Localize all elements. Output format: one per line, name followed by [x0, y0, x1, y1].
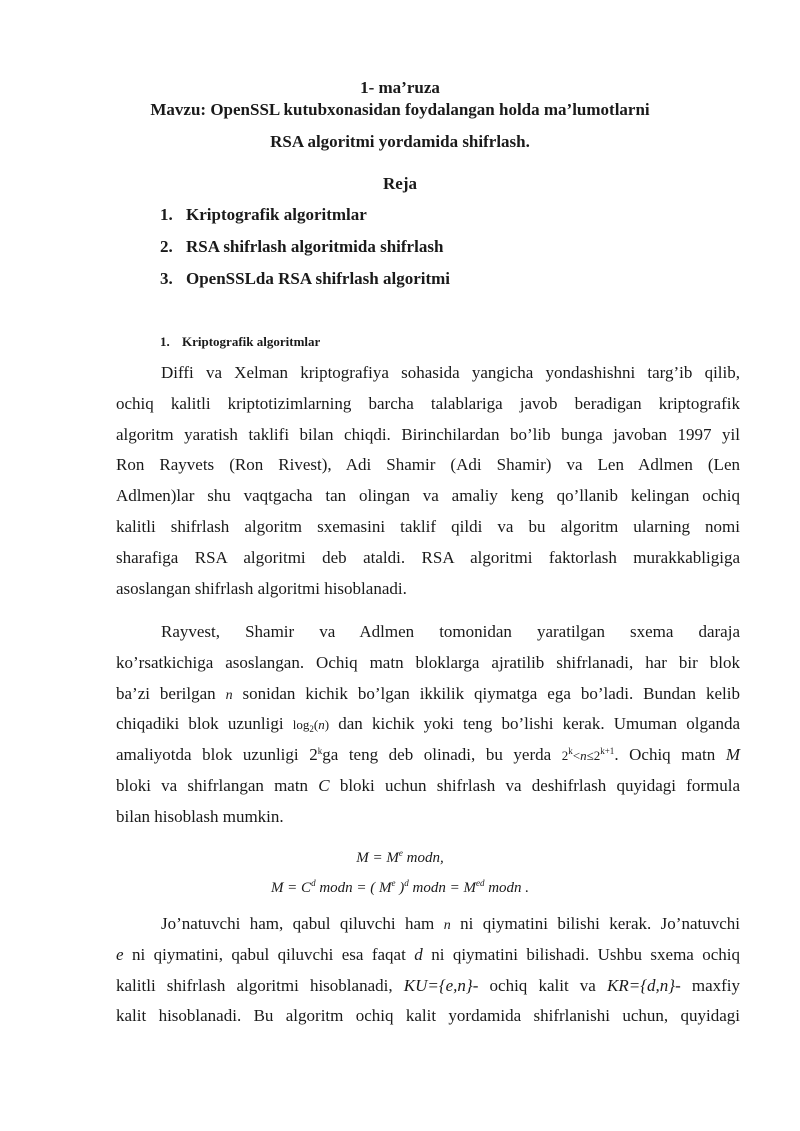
paragraph-2 — [116, 617, 740, 833]
variable-e: e — [116, 944, 124, 964]
plan-item-text: OpenSSLda RSA shifrlash algoritmi — [186, 269, 451, 288]
text-line: kalitli shifrlash algoritm sxemasini taklif qildi va bu algoritm ularning nomi — [116, 516, 740, 536]
variable-n: n — [225, 687, 233, 703]
variable-n: n — [443, 918, 451, 933]
text-line: Diffi va Xelman kriptografiya sohasida yangicha yondashishni targ’ib qilib, — [161, 363, 740, 382]
plan-item-2 — [160, 237, 443, 257]
formula-encryption: $M = M^e$ modn, — [356, 848, 444, 866]
topic-line-2: RSA algoritmi yordamida shifrlash. — [270, 132, 530, 151]
text-line: chiqadiki blok uzunligi $\log_2(n)$ dan kichik yoki teng bo’lishi kerak. Umuman olganda — [116, 714, 741, 735]
text-line: ochiq kalitli kriptotizimlarning barcha talablariga javob beradigan kriptografik — [116, 393, 740, 413]
text-line: amaliyotda blok uzunligi 2$^k$ga teng deb olinadi, bu yerda $2^k<n\le 2^{k+1}$. Ochiq matn M — [116, 745, 741, 765]
text-line: Jo’natuvchi ham, qabul qiluvchi ham n ni qiymatini bilishi kerak. Jo’natuvchi — [161, 914, 740, 933]
text-line: ko’rsatkichiga asoslangan. Ochiq matn bloklarga ajratilib shifrlanadi, har bir blok — [116, 652, 740, 672]
section-heading — [160, 334, 320, 350]
section-number: 1. — [160, 334, 170, 349]
text-line: Adlmen)lar shu vaqtgacha tan olingan va amaliy keng qo’llanib kelingan ochiq — [116, 486, 740, 506]
text-line: bilan hisoblash mumkin. — [116, 806, 284, 826]
lecture-number: 1- ma’ruza — [360, 78, 440, 97]
variable-M: M — [725, 745, 741, 765]
text-line: asoslangan shifrlash algoritmi hisoblanadi. — [116, 578, 407, 598]
plan-item-text: Kriptografik algoritmlar — [186, 205, 367, 224]
formula-decryption: $M = C^d$ modn = ( Me )$^d$ modn = $M^{ed}$ modn . — [270, 878, 530, 896]
log-expression: $\log_2(n)$ — [292, 717, 330, 735]
plan-title: Reja — [383, 174, 417, 193]
plan-item-number: 2. — [160, 237, 173, 256]
inequality-expression: $2^k<n\le 2^{k+1}$ — [561, 746, 615, 764]
text-line: ba’zi berilgan n sonidan kichik bo’lgan ikkilik qiymatga ega bo’ladi. Bundan kelib — [116, 683, 740, 703]
plan-item-number: 3. — [160, 269, 173, 288]
paragraph-1 — [116, 358, 740, 604]
text-line: kalitli shifrlash algoritmi hisoblanadi, KU={e,n}- ochiq kalit va KR={d,n}- maxfiy — [116, 975, 741, 995]
text-line: bloki va shifrlangan matn C bloki uchun shifrlash va deshifrlash quyidagi formula — [116, 775, 740, 795]
variable-C: C — [318, 775, 330, 795]
text-line: Rayvest, Shamir va Adlmen tomonidan yaratilgan sxema daraja — [161, 622, 740, 641]
paragraph-3 — [116, 909, 740, 1032]
text-line: sharafiga RSA algoritmi deb ataldi. RSA algoritmi faktorlash murakkabligiga — [116, 547, 740, 567]
variable-d: d — [414, 944, 423, 964]
plan-item-number: 1. — [160, 205, 173, 224]
public-key: KU={e,n} — [403, 975, 473, 995]
text-line: algoritm yaratish taklifi bilan chiqdi. Birinchilardan bo’lib bunga javoban 1997 yil — [116, 424, 740, 444]
topic-line-1: Mavzu: OpenSSL kutubxonasidan foydalangan holda ma’lumotlarni — [150, 100, 650, 119]
plan-item-text: RSA shifrlash algoritmida shifrlash — [186, 237, 444, 256]
section-title: Kriptografik algoritmlar — [182, 334, 321, 349]
text-line: e ni qiymatini, qabul qiluvchi esa faqat d ni qiymatini bilishadi. Ushbu sxema ochiq — [116, 944, 741, 964]
text-line: kalit hisoblanadi. Bu algoritm ochiq kalit yordamida shifrlanishi uchun, quyidagi — [116, 1006, 740, 1026]
private-key: KR={d,n} — [607, 975, 676, 995]
text-line: Ron Rayvets (Ron Rivest), Adi Shamir (Adi Shamir) va Len Adlmen (Len — [116, 455, 740, 475]
plan-item-3 — [160, 269, 450, 289]
plan-item-1 — [160, 205, 367, 225]
